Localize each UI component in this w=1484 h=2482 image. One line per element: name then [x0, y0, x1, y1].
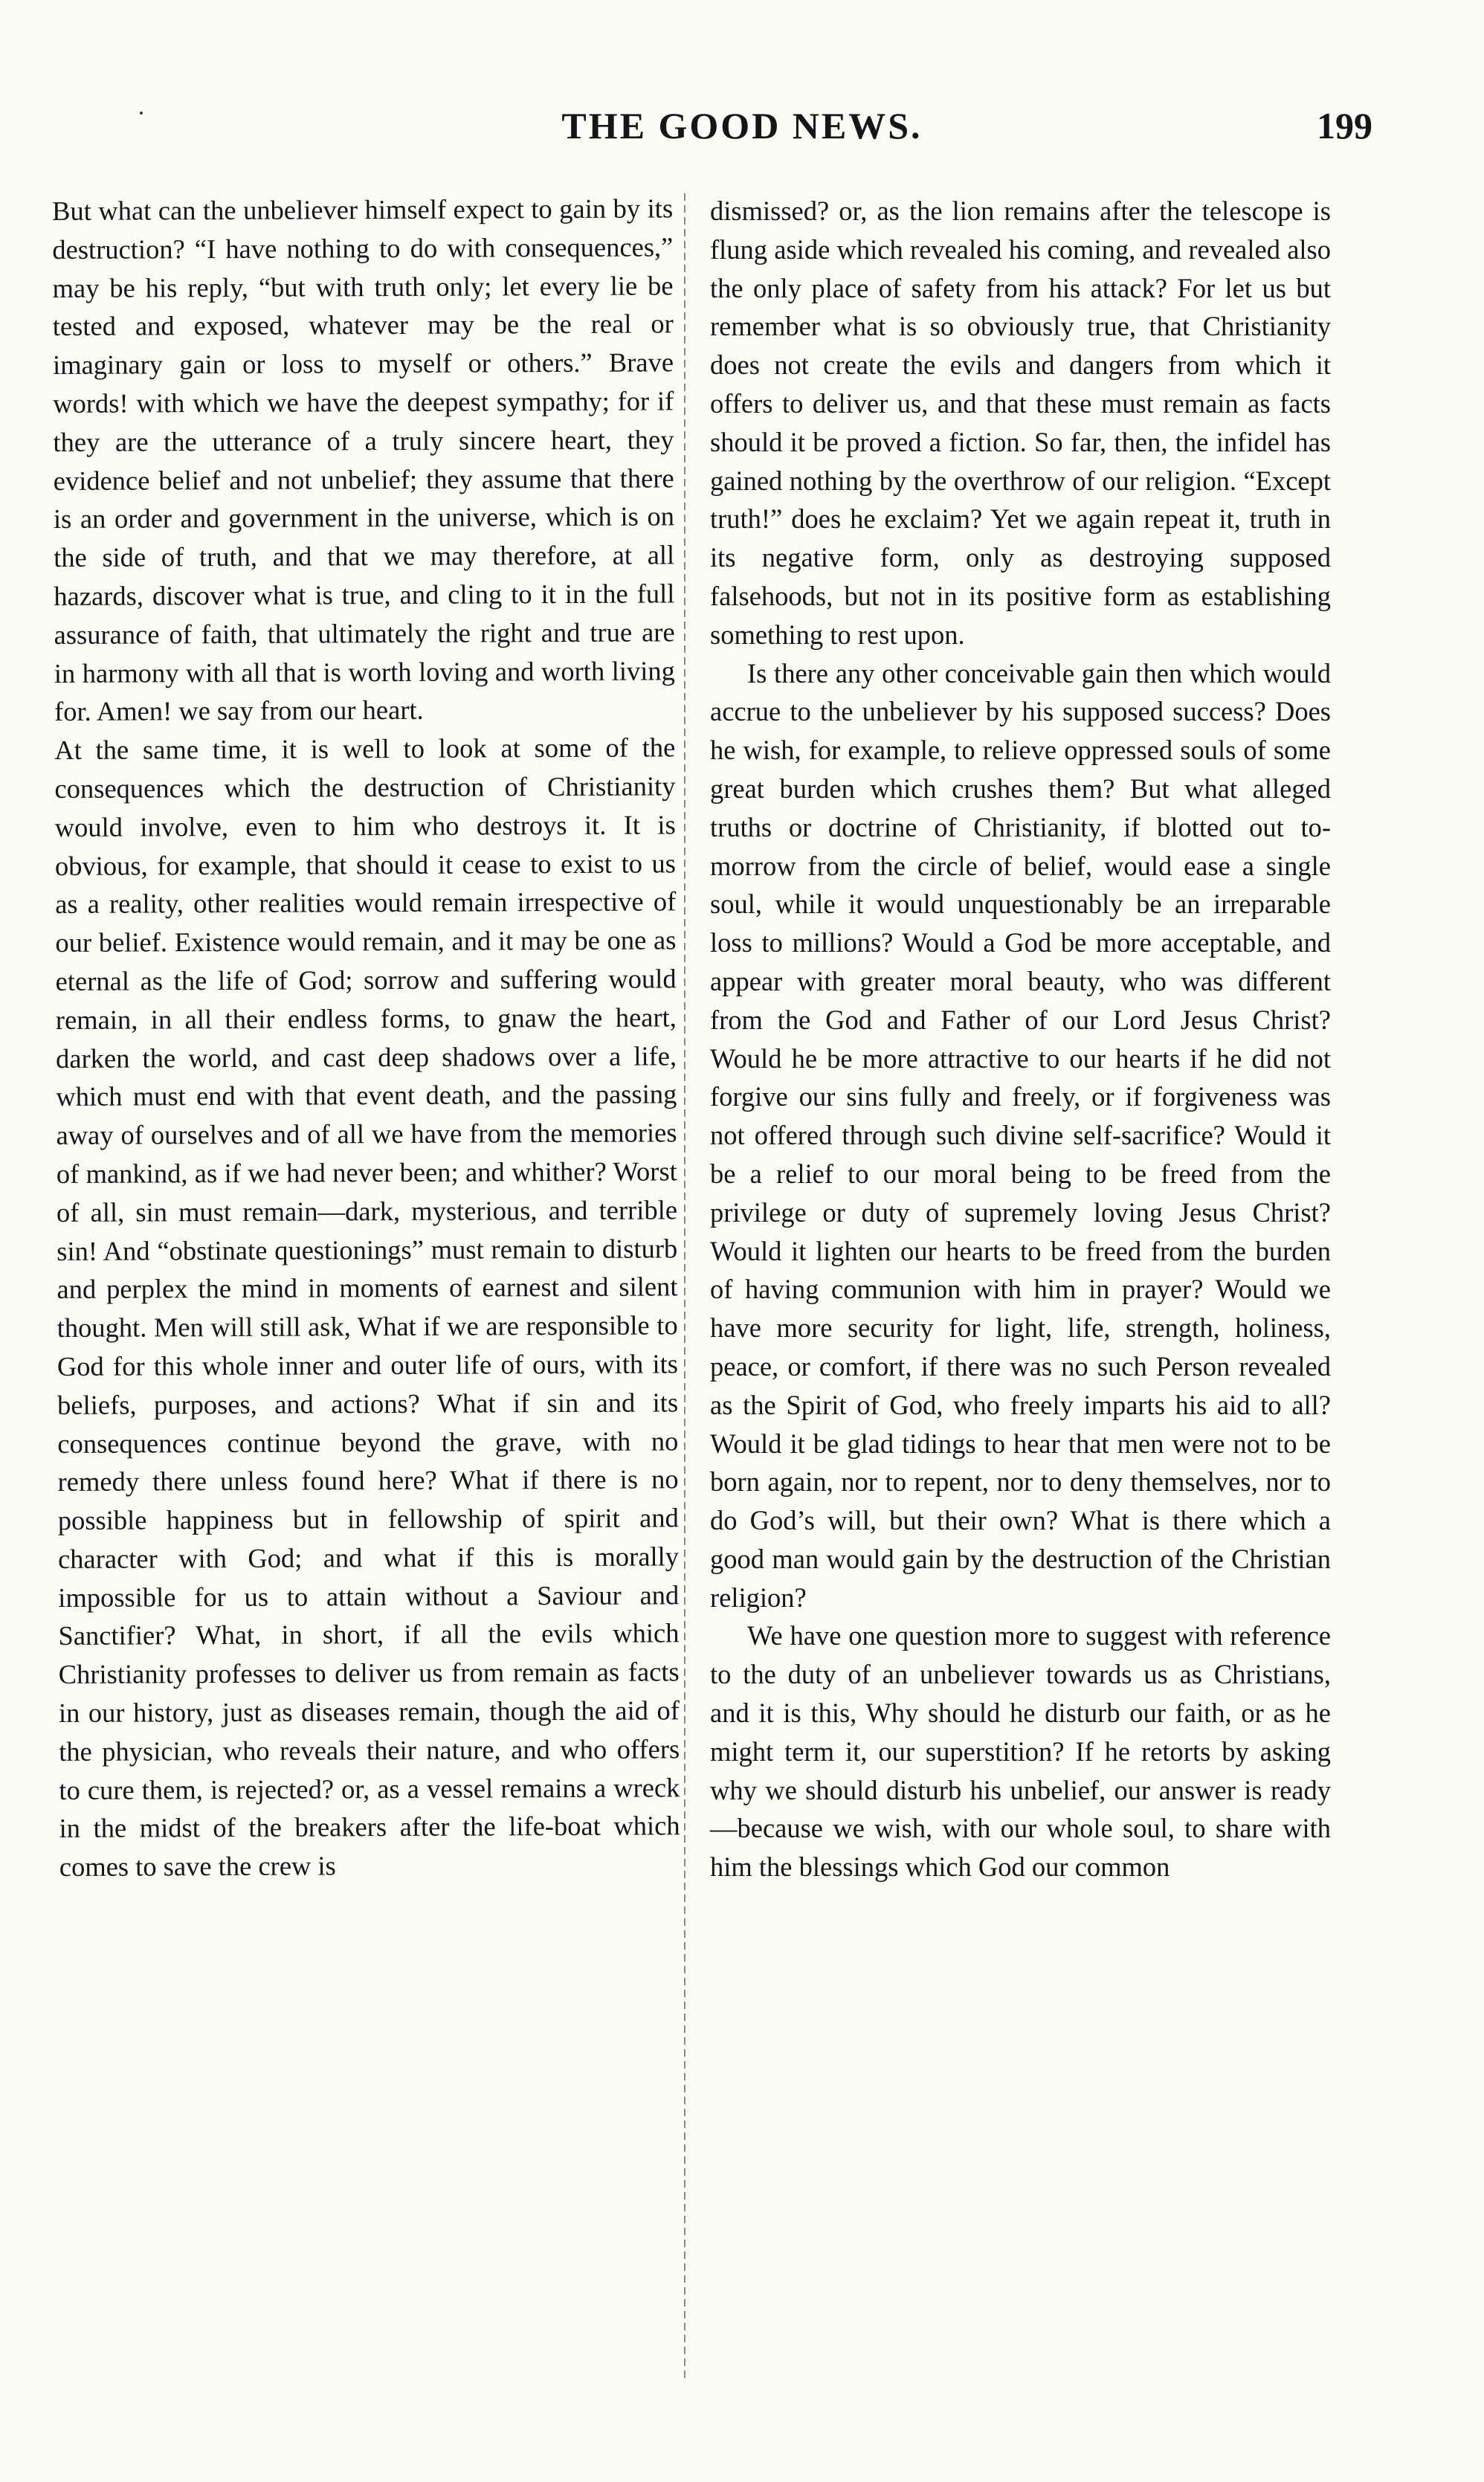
page-number: 199 [1317, 105, 1372, 146]
running-title: THE GOOD NEWS. [561, 105, 923, 146]
column-divider [684, 193, 685, 2379]
page-header [0, 104, 1484, 164]
paragraph: We have one question more to suggest with reference to the duty of an unbeliever towards us as Christians, and it is this, Why should he disturb our faith, or as he might term it, our superstition? If he retorts by asking why we should disturb his unbelief, our answer is ready—because we wish, with our whole soul, to share with him the blessings which God our common [710, 1620, 1331, 1883]
paragraph: Is there any other conceivable gain then which would accrue to the unbeliever by his supposed success? Does he wish, for example, to relieve oppressed souls of some great burden which crushes them? But what alleged truths or doctrine of Christianity, if blotted out to-morrow from the circle of belief, would ease a single soul, while it would unquestionably be an irreparable loss to millions? Would a God be more acceptable, and appear with greater moral beauty, who was different from the God and Father of our Lord Jesus Christ? Would he be more attractive to our hearts if he did not forgive our sins fully and freely, or if forgiveness was not offered through such divine self-sacrifice? Would it be a relief to our moral being to be freed from the privilege or duty of supremely loving Jesus Christ? Would it lighten our hearts to be freed from the burden of having communion with him in prayer? Would we have more security for light, life, strength, holiness, peace, or comfort, if there was no such Person revealed as the Spirit of God, who freely imparts his aid to all? Would it be glad tidings to hear that men were not to be born again, nor to repent, nor to deny themselves, nor to do God’s will, but their own? What is there which a good man would gain by the destruction of the Christian religion? [710, 657, 1331, 1613]
paragraph: dismissed? or, as the lion remains after the telescope is flung aside which revealed his coming, and revealed also the only place of safety from his attack? For let us but remember what is so obviously true, that Christianity does not create the evils and dangers from which it offers to deliver us, and that these must remain as facts should it be proved a fiction. So far, then, the infidel has gained nothing by the overthrow of our religion. “Except truth!” does he exclaim? Yet we again repeat it, truth in its negative form, only as destroying supposed falsehoods, but not in its positive form as establishing something to rest upon. [710, 196, 1331, 650]
left-column [52, 189, 680, 1886]
paragraph: But what can the unbeliever himself expect to gain by its destruction? “I have nothing to do with consequences,” may be his reply, “but with truth only; let every lie be tested and exposed, whatever may be the real or imaginary gain or loss to myself or others.” Brave words! with which we have the deepest sympathy; for if they are the utterance of a truly sincere heart, they evidence belief and not unbelief; they assume that there is an order and government in the universe, which is on the side of truth, and that we may therefore, at all hazards, discover what is true, and cling to it in the full assurance of faith, that ultimately the right and true are in harmony with all that is worth loving and worth living for. Amen! we say from our heart. [52, 193, 675, 727]
right-column [710, 192, 1331, 1886]
paragraph: At the same time, it is well to look at some of the consequences which the destruction of Christianity would involve, even to him who destroys it. It is obvious, for example, that should it cease to exist to us as a reality, other realities would remain irrespective of our belief. Existence would remain, and it may be one as eternal as the life of God; sorrow and suffering would remain, in all their endless forms, to gnaw the heart, darken the world, and cast deep shadows over a life, which must end with that event death, and the passing away of ourselves and of all we have from the memories of mankind, as if we had never been; and whither? Worst of all, sin must remain—dark, mysterious, and terrible sin! And “obstinate questionings” must remain to disturb and perplex the mind in moments of earnest and silent thought. Men will still ask, What if we are responsible to God for this whole inner and outer life of ours, with its beliefs, purposes, and actions? What if sin and its consequences continue beyond the grave, with no remedy there unless found here? What if there is no possible happiness but in fellowship of spirit and character with God; and what if this is morally impossible for us to attain without a Saviour and Sanctifier? What, in short, if all the evils which Christianity professes to deliver us from remain as facts in our history, just as diseases remain, though the aid of the physician, who reveals their nature, and who offers to cure them, is rejected? or, as a vessel remains a wreck in the midst of the breakers after the life-boat which comes to save the crew is [54, 732, 680, 1883]
